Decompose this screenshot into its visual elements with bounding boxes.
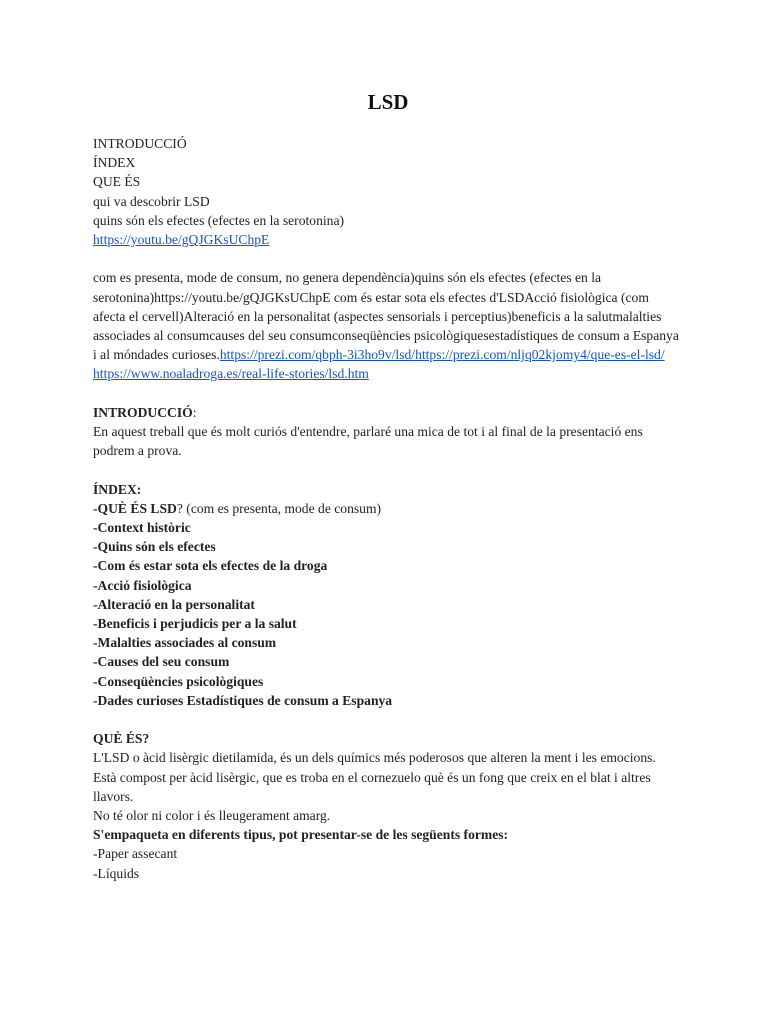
outline-item: quins són els efectes (efectes en la serotonina)	[93, 212, 345, 228]
que-es-paragraph: L'LSD o àcid lisèrgic dietilamida, és un dels químics més poderosos que alteren la ment i les emocions.	[93, 750, 656, 766]
summary-text: com es presenta, mode de consum, no genera dependència)quins són els efectes (efectes en la serotonina)https://youtu.be/gQJGKsUChpE com és estar sota els efectes d'LSDAcció fisiològica (com afecta el cervell)Alteració en la personalitat (aspectes sensorials i perceptius)beneficis a la salutmalalties associades al consumcauses del seu consumconseqüències psicològiquesestadístiques de consum a Espanya i al móndades curioses.	[93, 270, 679, 363]
summary-paragraph	[93, 268, 683, 383]
spacer	[93, 249, 683, 268]
que-es-paragraph: Està compost per àcid lisèrgic, que es troba en el cornezuelo què és un fong que creix en el blat i altres llavors.	[93, 769, 651, 804]
index-item: -Alteració en la personalitat	[93, 596, 255, 612]
index-item-note: ? (com es presenta, mode de consum)	[176, 500, 382, 516]
index-section	[93, 480, 683, 710]
prezi-link-1[interactable]: https://prezi.com/qbph-3i3ho9v/lsd/	[219, 347, 416, 363]
intro-text: En aquest treball que és molt curiós d'entendre, parlaré una mica de tot i al final de la presentació ens podrem a prova.	[93, 424, 643, 459]
outline-item: QUE ÉS	[93, 174, 141, 190]
form-item: -Líquids	[93, 865, 140, 881]
prezi-link-2[interactable]: https://prezi.com/nljq02kjomy4/que-es-el-lsd/	[415, 347, 665, 363]
outline-item: qui va descobrir LSD	[93, 193, 210, 209]
form-item: -Paper assecant	[93, 846, 178, 862]
outline-item: ÍNDEX	[93, 155, 136, 171]
document-title: LSD	[367, 90, 409, 114]
spacer	[93, 384, 683, 403]
que-es-section	[93, 729, 683, 883]
outline-item: INTRODUCCIÓ	[93, 136, 187, 151]
index-item: -Com és estar sota els efectes de la droga	[93, 558, 328, 574]
intro-colon: :	[192, 404, 197, 420]
document-page	[93, 88, 683, 883]
index-item: -Dades curioses Estadístiques de consum a Espanya	[93, 692, 393, 708]
forms-heading: S'empaqueta en diferents tipus, pot presentar-se de les següents formes:	[93, 827, 509, 843]
index-item: -Beneficis i perjudicis per a la salut	[93, 616, 297, 632]
que-es-heading: QUÈ ÉS?	[93, 731, 150, 747]
spacer	[93, 710, 683, 729]
index-item: -Quins són els efectes	[93, 539, 216, 555]
index-heading: ÍNDEX:	[93, 481, 142, 497]
intro-section	[93, 403, 683, 461]
intro-heading: INTRODUCCIÓ	[93, 404, 193, 420]
index-item: -Malalties associades al consum	[93, 635, 277, 651]
youtube-link[interactable]: https://youtu.be/gQJGKsUChpE	[93, 232, 270, 248]
noaladroga-link[interactable]: https://www.noaladroga.es/real-life-stories/lsd.htm	[93, 366, 369, 382]
index-item: -Acció fisiològica	[93, 577, 192, 593]
spacer	[93, 460, 683, 479]
index-item: -Causes del seu consum	[93, 654, 230, 670]
que-es-paragraph: No té olor ni color i és lleugerament amarg.	[93, 808, 331, 824]
index-item: -QUÈ ÉS LSD	[93, 500, 177, 516]
outline-block	[93, 134, 683, 249]
index-item: -Conseqüències psicològiques	[93, 673, 264, 689]
index-item: -Context històric	[93, 520, 191, 536]
